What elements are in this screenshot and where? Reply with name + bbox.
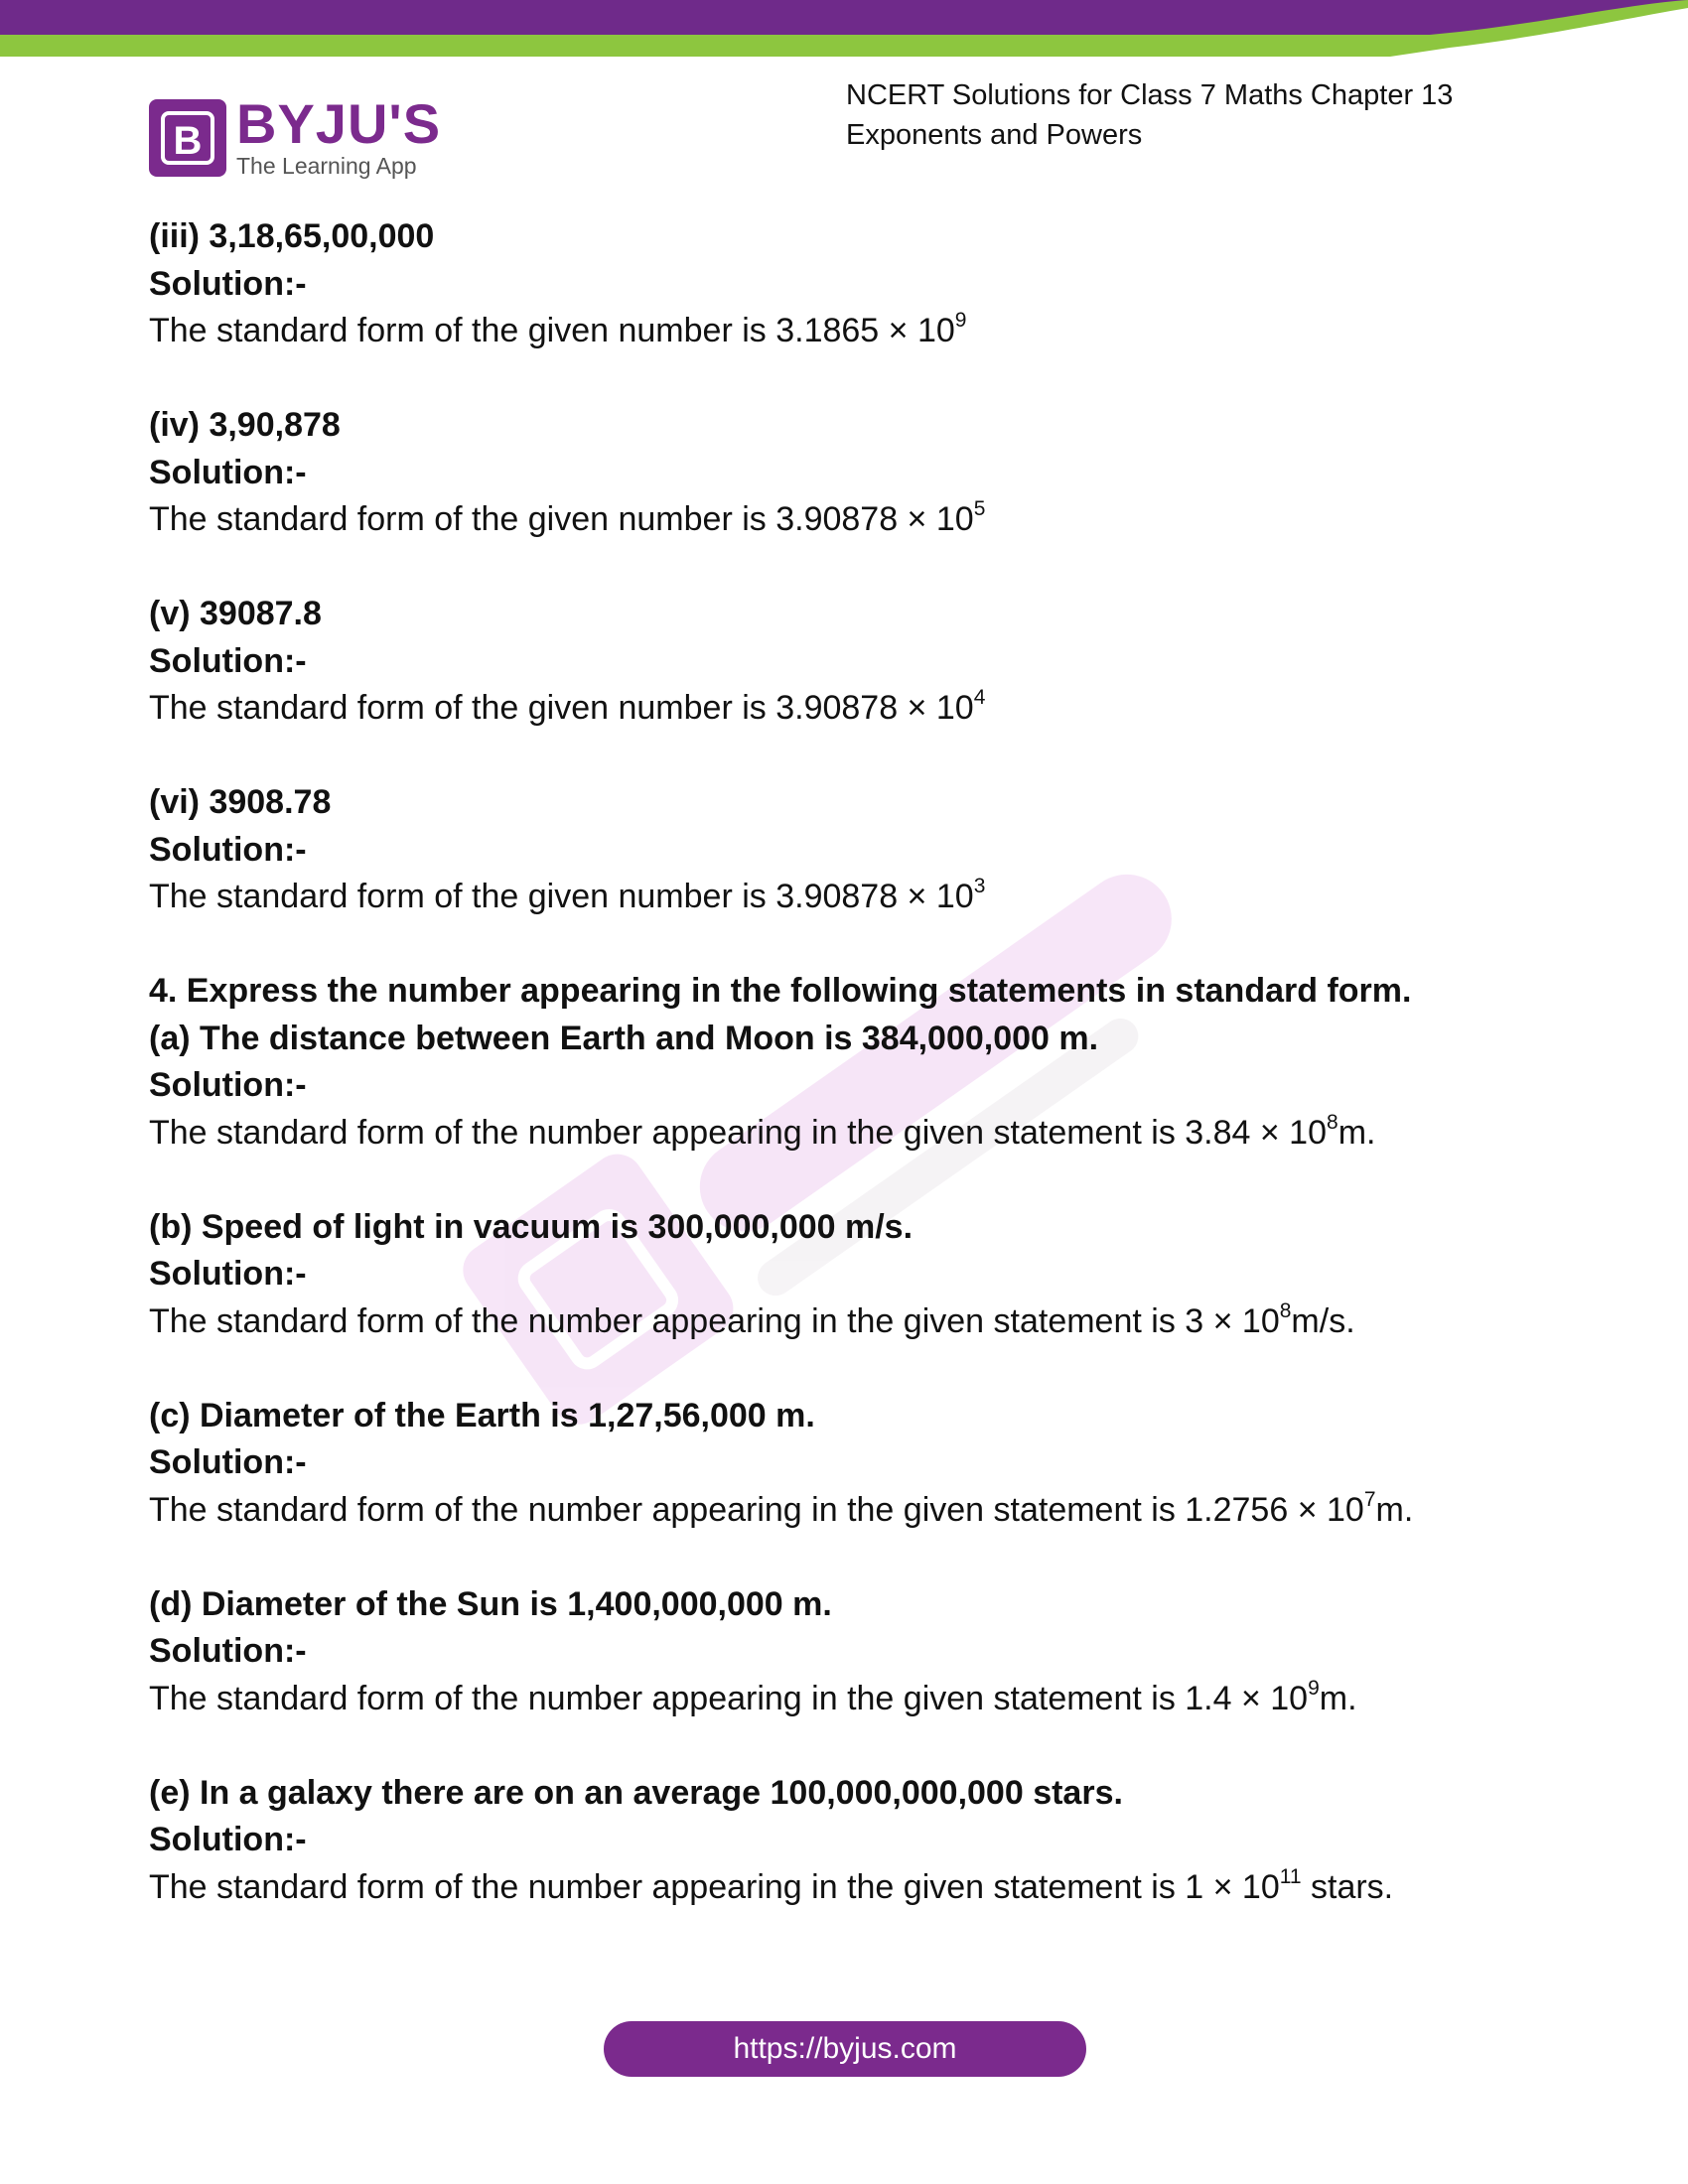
answer-exponent: 4 (973, 686, 986, 709)
solution-label: Solution:- (149, 1821, 307, 1858)
question-heading: (e) In a galaxy there are on an average 100,000,000,000 stars. (149, 1773, 1123, 1812)
answer-exponent: 5 (973, 497, 986, 520)
logo-wordmark: BYJU'S (236, 92, 442, 155)
answer-text: The standard form of the given number is 3.1865 × 10 (149, 312, 955, 349)
question-heading: (vi) 3908.78 (149, 783, 332, 821)
question-heading: (a) The distance between Earth and Moon is 384,000,000 m. (149, 1019, 1099, 1057)
answer-line (149, 1676, 1559, 1723)
answer-line (149, 496, 1559, 544)
question-heading: (d) Diameter of the Sun is 1,400,000,000 m. (149, 1584, 832, 1623)
question-4-title: 4. Express the number appearing in the following statements in standard form. (149, 972, 1412, 1010)
answer-text: The standard form of the given number is 3.90878 × 10 (149, 500, 974, 538)
logo-badge (149, 99, 226, 177)
header-title-line2: Exponents and Powers (846, 119, 1143, 151)
answer-exponent: 11 (1279, 1864, 1302, 1888)
solution-label: Solution:- (149, 641, 307, 680)
byjus-logo (149, 92, 442, 181)
top-banner (0, 0, 1688, 69)
solution-label: Solution:- (149, 830, 307, 869)
answer-exponent: 9 (1308, 1676, 1320, 1700)
question-heading: (b) Speed of light in vacuum is 300,000,000 m/s. (149, 1207, 914, 1246)
answer-unit: m. (1319, 1679, 1357, 1717)
solution-label: Solution:- (149, 264, 307, 303)
answer-text: The standard form of the number appearing in the given statement is 1.4 × 10 (149, 1679, 1309, 1717)
answer-text: The standard form of the number appearing in the given statement is 1 × 10 (149, 1867, 1280, 1906)
document-header (846, 75, 1453, 155)
question-heading: (iv) 3,90,878 (149, 406, 341, 444)
question-heading: (iii) 3,18,65,00,000 (149, 217, 435, 255)
solution-label: Solution:- (149, 1632, 307, 1670)
solution-label: Solution:- (149, 453, 307, 491)
answer-exponent: 8 (1327, 1110, 1338, 1134)
answer-line (149, 1110, 1559, 1158)
answer-exponent: 3 (973, 875, 986, 897)
answer-text: The standard form of the number appearing in the given statement is 3 × 10 (149, 1301, 1280, 1340)
solution-label: Solution:- (149, 1066, 307, 1104)
solution-label: Solution:- (149, 1255, 307, 1293)
header-title-line1: NCERT Solutions for Class 7 Maths Chapter 13 (846, 79, 1454, 111)
document-body (149, 213, 1559, 1911)
answer-line (149, 1487, 1559, 1535)
answer-line (149, 1298, 1559, 1346)
solution-label: Solution:- (149, 1443, 307, 1481)
answer-text: The standard form of the given number is 3.90878 × 10 (149, 689, 974, 727)
answer-line (149, 685, 1559, 733)
answer-unit: m/s. (1291, 1301, 1355, 1340)
question-heading: (v) 39087.8 (149, 595, 322, 632)
logo-tagline: The Learning App (236, 153, 417, 179)
answer-exponent: 7 (1363, 1487, 1376, 1511)
footer-url-link[interactable]: https://byjus.com (604, 2021, 1086, 2077)
answer-unit: m. (1337, 1113, 1376, 1152)
answer-text: The standard form of the given number is 3.90878 × 10 (149, 878, 974, 915)
answer-text: The standard form of the number appearing in the given statement is 3.84 × 10 (149, 1113, 1327, 1152)
answer-unit: m. (1375, 1490, 1414, 1529)
answer-line (149, 874, 1559, 921)
answer-unit: stars. (1301, 1867, 1394, 1906)
answer-line (149, 308, 1559, 355)
answer-text: The standard form of the number appearing in the given statement is 1.2756 × 10 (149, 1490, 1364, 1529)
answer-exponent: 8 (1279, 1298, 1292, 1322)
logo-letter: B (173, 119, 203, 163)
answer-exponent: 9 (954, 309, 967, 332)
question-heading: (c) Diameter of the Earth is 1,27,56,000 m. (149, 1396, 815, 1434)
answer-line (149, 1864, 1559, 1912)
